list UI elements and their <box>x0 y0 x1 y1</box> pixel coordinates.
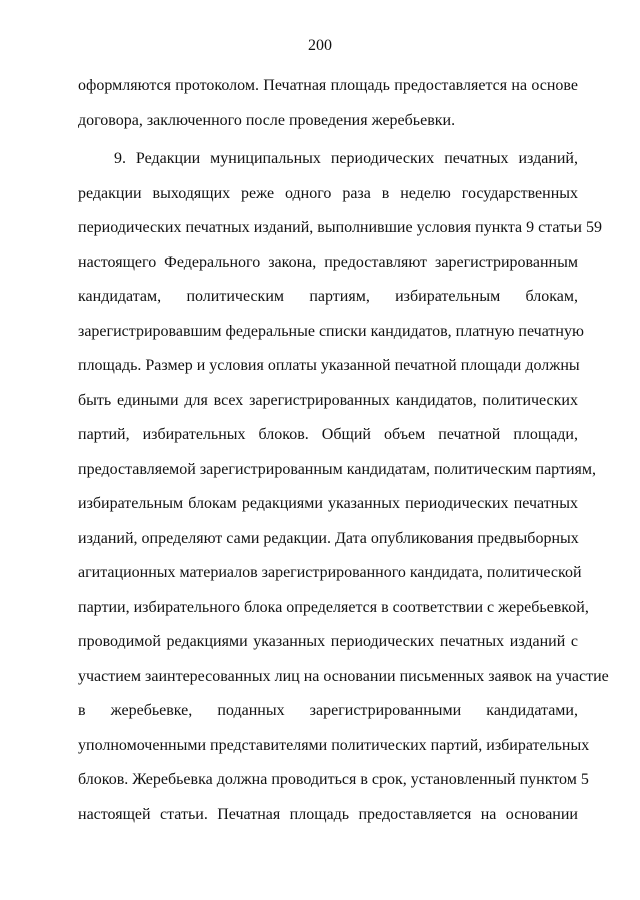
text-line: избирательным блокам редакциями указанных периодических печатных <box>78 495 578 512</box>
text-line: блоков. Жеребьевка должна проводиться в срок, установленный пунктом 5 <box>78 771 589 788</box>
text-line: быть едиными для всех зарегистрированных кандидатов, политических <box>78 391 578 409</box>
text-line: настоящей статьи. Печатная площадь предоставляется на основании <box>78 805 578 823</box>
text-line: редакции выходящих реже одного раза в неделю государственных <box>78 184 578 202</box>
text-line: участием заинтересованных лиц на основании письменных заявок на участие <box>78 667 609 685</box>
text-line: проводимой редакциями указанных периодических печатных изданий с <box>78 633 578 650</box>
text-line: 9. Редакции муниципальных периодических печатных изданий, <box>114 150 578 167</box>
paragraph-item-9 <box>78 142 609 832</box>
text-line: агитационных материалов зарегистрированного кандидата, политической <box>78 564 582 581</box>
text-line: в жеребьевке, поданных зарегистрированными кандидатами, <box>78 702 578 719</box>
text-line: периодических печатных изданий, выполнившие условия пункта 9 статьи 59 <box>78 219 602 236</box>
page-number: 200 <box>308 37 332 54</box>
text-line: уполномоченными представителями политических партий, избирательных <box>78 736 590 754</box>
text-line: договора, заключенного после проведения жеребьевки. <box>78 111 456 129</box>
text-line: партии, избирательного блока определяется в соответствии с жеребьевкой, <box>78 598 589 616</box>
text-line: оформляются протоколом. Печатная площадь предоставляется на основе <box>78 77 578 94</box>
document-body <box>78 69 609 832</box>
text-line: предоставляемой зарегистрированным кандидатам, политическим партиям, <box>78 460 596 478</box>
paragraph-continuation <box>78 69 578 138</box>
text-line: партий, избирательных блоков. Общий объем печатной площади, <box>78 426 578 443</box>
text-line: настоящего Федерального закона, предоставляют зарегистрированным <box>78 253 578 271</box>
text-line: кандидатам, политическим партиям, избирательным блокам, <box>78 288 578 305</box>
text-line: зарегистрировавшим федеральные списки кандидатов, платную печатную <box>78 322 584 340</box>
text-line: изданий, определяют сами редакции. Дата опубликования предвыборных <box>78 529 579 547</box>
text-line: площадь. Размер и условия оплаты указанной печатной площади должны <box>78 357 580 374</box>
